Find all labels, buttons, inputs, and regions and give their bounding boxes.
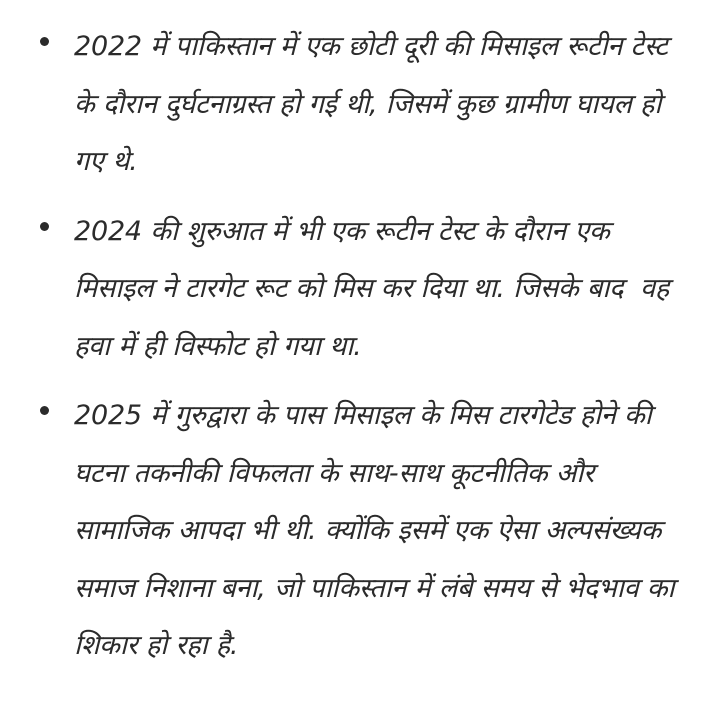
list-item — [0, 387, 713, 675]
list-item — [0, 18, 713, 191]
list-item-text: 2025 में गुरुद्वारा के पास मिसाइल के मिस टारगेटेड होने की घटना तकनीकी विफलता के साथ-साथ कूटनीतिक और सामाजिक आपदा भी थी. क्योंकि इसमें एक ऐसा अल्पसंख्यक समाज निशाना बना, जो पाकिस्तान में लंबे समय से भेदभाव का शिकार हो रहा है. — [74, 400, 683, 661]
bullet-list — [0, 18, 713, 687]
list-item-text: 2024 की शुरुआत में भी एक रूटीन टेस्ट के दौरान एक मिसाइल ने टारगेट रूट को मिस कर दिया था. जिसके बाद वह हवा में ही विस्फोट हो गया था. — [74, 215, 678, 362]
bullet-icon — [40, 37, 49, 46]
list-item-text: 2022 में पाकिस्तान में एक छोटी दूरी की मिसाइल रूटीन टेस्ट के दौरान दुर्घटनाग्रस्त हो गई थी, जिसमें कुछ ग्रामीण घायल हो गए थे. — [74, 31, 677, 177]
bullet-icon — [40, 222, 49, 231]
list-item — [0, 203, 713, 376]
bullet-icon — [40, 406, 49, 415]
